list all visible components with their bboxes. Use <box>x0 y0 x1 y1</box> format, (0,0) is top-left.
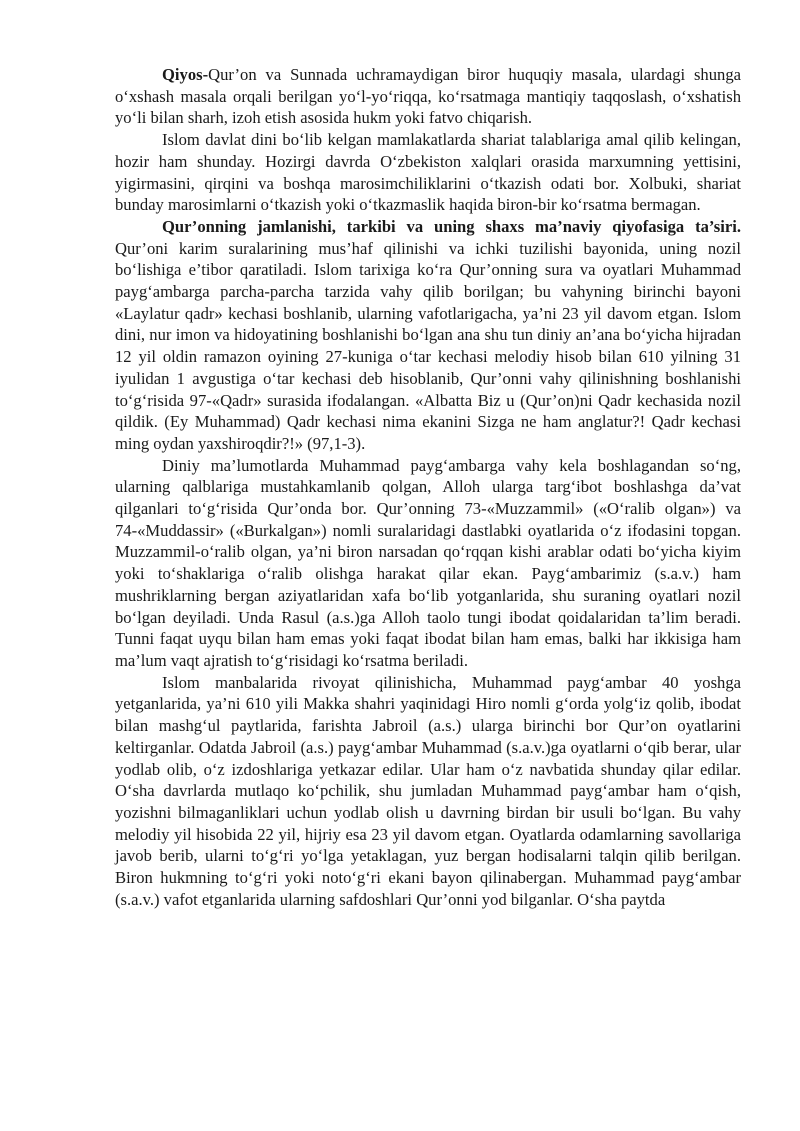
paragraph-diniy-malumotlar <box>115 455 741 672</box>
section-heading: Qur’onning jamlanishi, tarkibi va uning shaxs ma’naviy qiyofasiga ta’siri. <box>162 216 741 236</box>
paragraph-islom-manbalari <box>115 672 741 911</box>
paragraph-text: Qur’on va Sunnada uchramaydigan biror huquqiy masala, ulardagi shunga o‘xshash masala orqali berilgan yo‘l-yo‘riqqa, ko‘rsatmaga mantiqiy taqqoslash, o‘xshatish yo‘li bilan sharh, izoh etish asosida hukm yoki fatvo chiqarish. <box>115 65 741 128</box>
paragraph-qiyos <box>115 64 741 129</box>
paragraph-islom-davlat <box>115 129 741 216</box>
paragraph-text: Islom davlat dini bo‘lib kelgan mamlakatlarda shariat talablariga amal qilib kelingan, hozir ham shunday. Hozirgi davrda O‘zbekiston xalqlari orasida marxumning yettisini, yigirmasini, qirqini va boshqa marosimchiliklarini o‘tkazish odati bor. Xolbuki, shariat bunday marosimlarni o‘tkazish yoki o‘tkazmaslik haqida biron-bir ko‘rsatma bermagan. <box>115 130 741 215</box>
paragraph-text: Islom manbalarida rivoyat qilinishicha, Muhammad payg‘ambar 40 yoshga yetganlarida, ya’ni 610 yili Makka shahri yaqinidagi Hiro nomli g‘orda yolg‘iz qolib, ibodat bilan mashg‘ul paytlarida, farishta Jabroil (a.s.) ularga birinchi bor Qur’on oyatlarini keltirganlar. Odatda Jabroil (a.s.) payg‘ambar Muhammad (s.a.v.)ga oyatlarni o‘qib berar, ular yodlab olib, o‘z izdoshlariga yetkazar edilar. Ular ham o‘z navbatida shunday qilar edilar. O‘sha davrlarda mutlaqo ko‘pchilik, shu jumladan Muhammad payg‘ambar ham o‘qish, yozishni bilmaganliklari uchun yodlab olish u davrning birdan bir usuli bo‘lgan. Bu vahy melodiy yil hisobida 22 yil, hijriy esa 23 yil davom etgan. Oyatlarda odamlarning savollariga javob berib, ularni to‘g‘ri yo‘lga yetaklagan, yuz bergan hodisalarni talqin qilib berilgan. Biron hukmning to‘g‘ri yoki noto‘g‘ri ekani bayon qilinabergan. Muhammad payg‘ambar (s.a.v.) vafot etganlarida ularning safdoshlari Qur’onni yod bilganlar. O‘sha paytda <box>115 672 741 909</box>
paragraph-quron-jamlanishi <box>115 216 741 455</box>
paragraph-text: Diniy ma’lumotlarda Muhammad payg‘ambarga vahy kela boshlagandan so‘ng, ularning qalblariga mustahkamlanib qolgan, Alloh ularga targ‘ibot boshlashga da’vat qilganlari to‘g‘risida Qur’onda bor. Qur’onning 73-«Muzzammil» («O‘ralib olgan») va 74-«Muddassir» («Burkalgan») nomli suralaridagi dastlabki oyatlarida o‘z ifodasini topgan. Muzzammil-o‘ralib olgan, ya’ni biron narsadan qo‘rqqan kishi arablar odati bo‘yicha kiyim yoki to‘shaklariga o‘ralib olishga harakat qilar ekan. Payg‘ambarimiz (s.a.v.) ham mushriklarning bergan aziyatlaridan xafa bo‘lib yotganlarida, shu suraning oyatlari nozil bo‘lgan deyiladi. Unda Rasul (a.s.)ga Alloh taolo tungi ibodat qoidalaridan ta’lim beradi. Tunni faqat uyqu bilan ham emas yoki faqat ibodat bilan ham emas, balki har ikkisiga ham ma’lum vaqt ajratish to‘g‘risidagi ko‘rsatma beriladi. <box>115 455 741 670</box>
term-qiyos: Qiyos- <box>162 65 209 84</box>
paragraph-text: Qur’oni karim suralarining mus’haf qilinishi va ichki tuzilishi bayonida, uning nozil bo‘lishiga e’tibor qaratiladi. Islom tarixiga ko‘ra Qur’onning sura va oyatlari Muhammad payg‘ambarga parcha-parcha tarzida vahy qilib borilgan; bu vahyning birinchi bayoni «Laylatur qadr» kechasi boshlanib, ularning vafotlarigacha, ya’ni 23 yil davom etgan. Islom dini, nur imon va hidoyatining boshlanishi bo‘lgan ana shu tun diniy an’ana bo‘yicha hijradan 12 yil oldin ramazon oyining 27-kuniga o‘tar kechasi melodiy hisob bilan 610 yilning 31 iyulidan 1 avgustiga o‘tar kechasi deb hisoblanib, Qur’onni vahy qilinishning boshlanishi to‘g‘risida 97-«Qadr» surasida ifodalangan. «Albatta Biz u (Qur’on)ni Qadr kechasida nozil qildik. (Ey Muhammad) Qadr kechasi nima ekanini Sizga ne ham anglatur?! Qadr kechasi ming oydan yaxshiroqdir?!» (97,1-3). <box>115 238 741 453</box>
document-page <box>115 64 741 910</box>
